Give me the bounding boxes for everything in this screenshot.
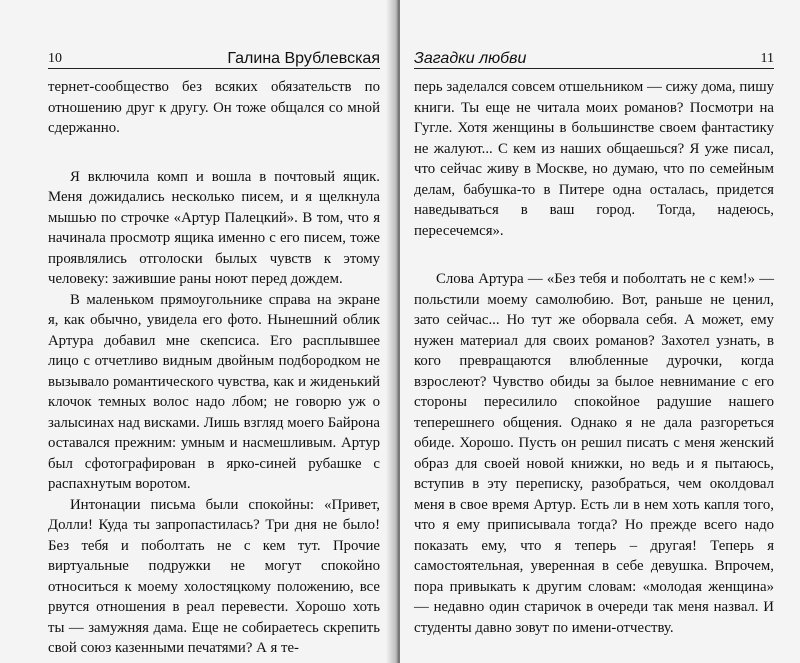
page-number: 11: [760, 51, 774, 66]
left-page-text: [48, 77, 380, 659]
running-title: Галина Врублевская: [227, 50, 380, 67]
paragraph: перь заделался совсем отшельником — сижу дома, пишу книги. Ты еще не читала моих романов? Посмотри на Гугле. Хотя женщины в большинстве своем фантастику не жалуют... С кем из наших общаешься? Я уже писал, что сейчас живу в Москве, но думаю, что по семейным делам, бабушка-то в Питере одна осталась, придется наведываться в ваш город. Тогда, надеюсь, пересечемся».: [414, 79, 774, 239]
right-page-header: [414, 42, 774, 69]
paragraph: тернет-сообщество без всяких обязательств по отношению друг к другу. Он тоже общался со мной сдержанно.: [48, 79, 380, 136]
right-page: [400, 0, 800, 663]
right-page-text: [414, 77, 774, 638]
running-title: Загадки любви: [414, 50, 527, 67]
left-page-header: [48, 42, 380, 69]
page-number: 10: [48, 51, 62, 66]
paragraph: В маленьком прямоугольнике справа на экране я, как обычно, увидела его фото. Нынешний облик Артура добавил мне скепсиса. Его расплывшее лицо с отчетливо видным двойным подбородком не вызывало романтического чувства, как и жиденький клочок темных волос надо лбом; не говорю уж о залысинах над висками. Лишь взгляд моего Байрона оставался прежним: умным и насмешливым. Артур был сфотографирован в ярко-синей рубашке с распахнутым воротом.: [48, 291, 380, 492]
paragraph: Интонации письма были спокойны: «Привет, Долли! Куда ты запропастилась? Три дня не было! Без тебя и поболтать не с кем тут. Прочие виртуальные подружки не могут спокойно относиться к моему холостяцкому положению, все рвутся отношения в реал перевести. Хорошо хоть ты — замужняя дама. Еще не собираетесь скрепить свой союз казенными печатями? А я те-: [48, 496, 380, 656]
paragraph: Слова Артура — «Без тебя и поболтать не с кем!» — польстили моему самолюбию. Вот, раньше не ценил, зато сейчас... Но тут же оборвала себя. А может, ему нужен материал для своих романов? Захотел узнать, в кого превращаются влюбленные дурочки, когда взрослеют? Чувство обиды за былое невнимание с его стороны пересилило спокойное радушие нашего теперешнего общения. Однако я не дала разгореться обиде. Хорошо. Пусть он решил писать с меня женский образ для своей новой книжки, но ведь и я пытаюсь, вступив в эту переписку, разобраться, чем околдовал меня в свое время Артур. Есть ли в нем хоть капля того, что я ему приписывала тогда? Но прежде всего надо показать ему, что я теперь – другая! Теперь я самостоятельная, уверенная в себе девушка. Впрочем, пора привыкать к другим словам: «молодая женщина» — недавно один старичок в очереди так меня назвал. И студенты давно зовут по имени-отчеству.: [414, 271, 774, 636]
paragraph: Я включила комп и вошла в почтовый ящик. Меня дожидались несколько писем, и я щелкнула мышью по строчке «Артур Палецкий». В том, что я начинала просмотр ящика именно с его писем, тоже проявлялись отголоски былых чувств к этому человеку: зажившие раны ноют перед дождем.: [48, 168, 380, 287]
